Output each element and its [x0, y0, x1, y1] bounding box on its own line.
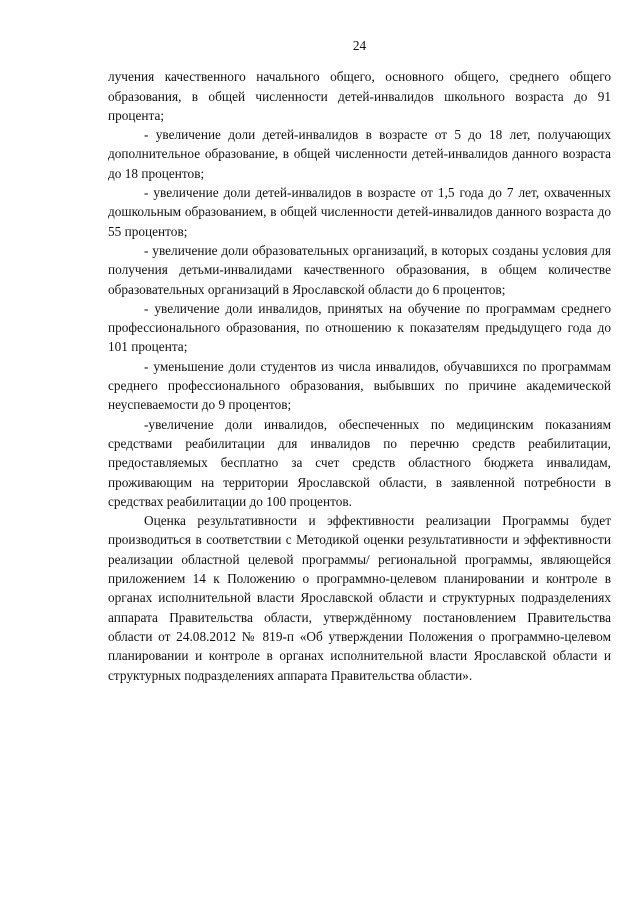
paragraph-preschool-education: - увеличение доли детей-инвалидов в возрасте от 1,5 года до 7 лет, охваченных дошкольным образованием, в общей численности детей-инвалидов данного возраста до 55 процентов; [108, 185, 611, 239]
paragraph-continuation: лучения качественного начального общего, основного общего, среднего общего образования, в общей численности детей-инвалидов школьного возраста до 91 процента; [108, 69, 611, 123]
paragraph-vocational-admission: - увеличение доли инвалидов, принятых на обучение по программам среднего профессионального образования, по отношению к показателям предыдущего года до 101 процента; [108, 300, 611, 355]
paragraph-program-evaluation: Оценка результативности и эффективности реализации Программы будет производиться в соответствии с Методикой оценки результативности и эффективности реализации областной целевой программы/ региональной программы, являющейся приложением 14 к Положению о программно-целевом планировании и контроле в органах исполнительной власти Ярославской области и структурных подразделениях аппарата Правительства области, утверждённому постановлением Правительства области от 24.08.2012 № 819-п «Об утверждении Положения о программно-целевом планировании и контроле в органах исполнительной власти Ярославской области и структурных подразделениях аппарата Правительства области». [108, 513, 611, 683]
paragraph-additional-education: - увеличение доли детей-инвалидов в возрасте от 5 до 18 лет, получающих дополнительное образование, в общей численности детей-инвалидов данного возраста до 18 процентов; [108, 127, 611, 181]
paragraph-student-dropout: - уменьшение доли студентов из числа инвалидов, обучавшихся по программам среднего профессионального образования, выбывших по причине академической неуспеваемости до 9 процентов; [108, 358, 611, 413]
paragraph-rehabilitation-means: -увеличение доли инвалидов, обеспеченных по медицинским показаниям средствами реабилитации для инвалидов по перечню средств реабилитации, предоставляемых бесплатно за счет средств областного бюджета инвалидам, проживающим на территории Ярославской области, в заявленной потребности в средствах реабилитации до 100 процентов. [108, 416, 611, 509]
page-number: 24 [352, 38, 367, 53]
paragraph-educational-organizations: - увеличение доли образовательных организаций, в которых созданы условия для получения детьми-инвалидами качественного образования, в общем количестве образовательных организаций в Ярославской области до 6 процентов; [108, 242, 611, 297]
document-page [108, 36, 611, 685]
